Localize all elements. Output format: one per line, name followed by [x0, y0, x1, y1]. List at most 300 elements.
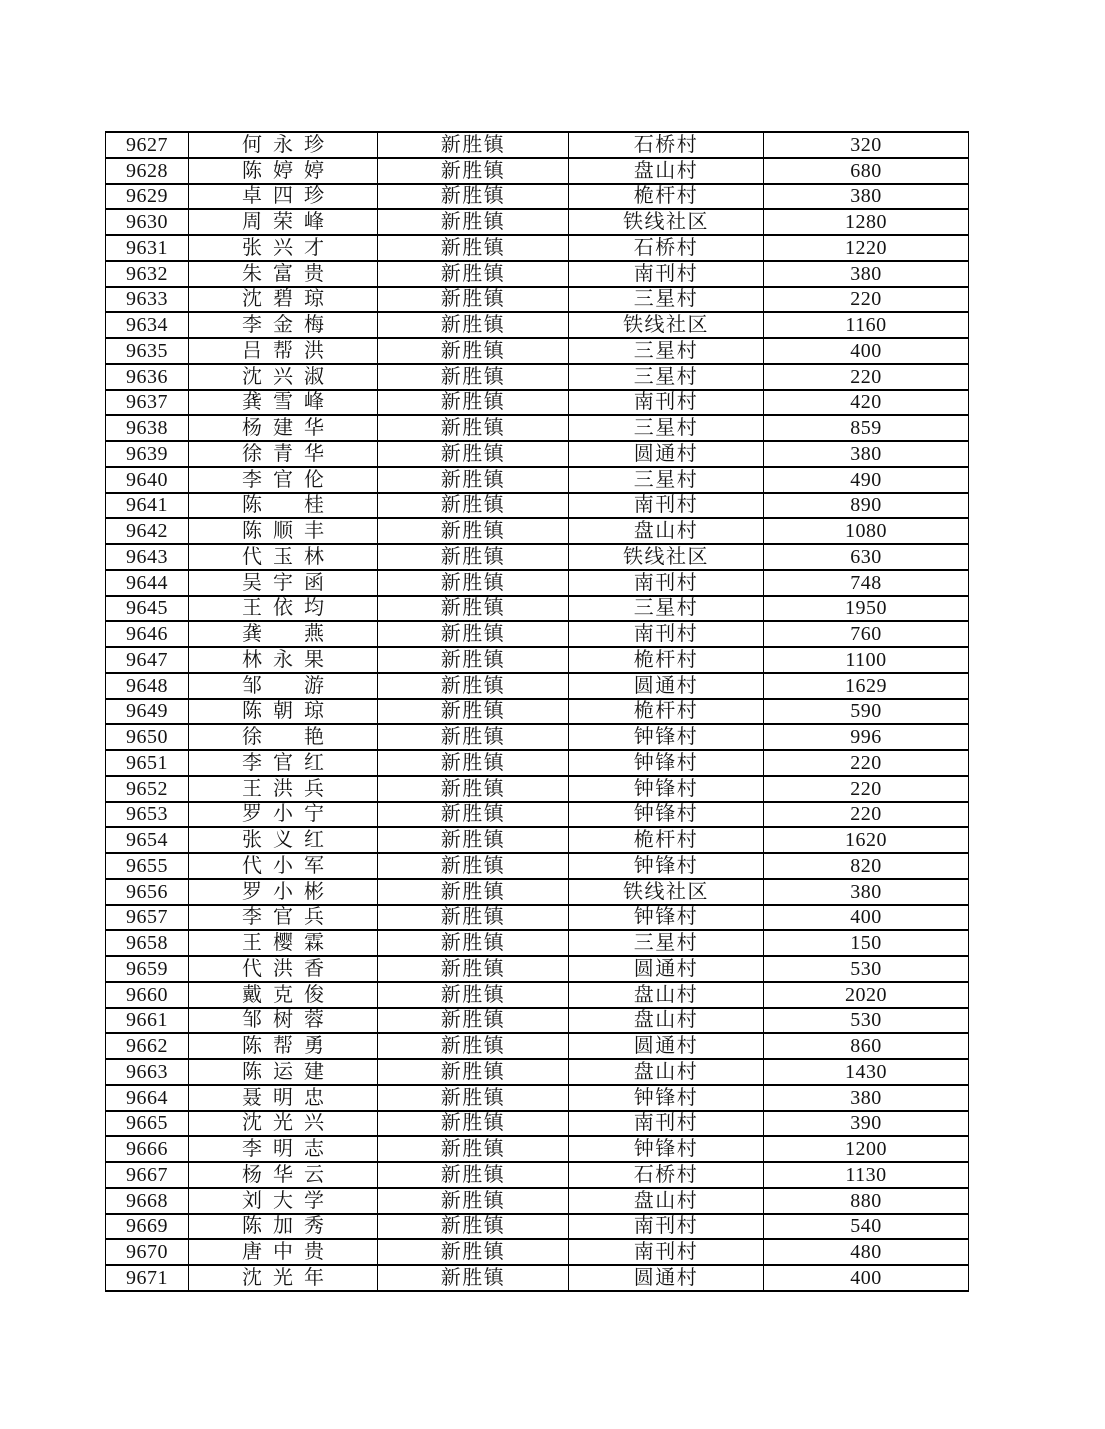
cell-amount: 1280	[764, 209, 969, 235]
cell-village: 钟锋村	[569, 905, 764, 931]
cell-amount: 1080	[764, 518, 969, 544]
cell-name	[189, 1085, 378, 1111]
person-name: 吴宇函	[242, 571, 324, 594]
table-row	[106, 132, 969, 158]
table-row	[106, 647, 969, 673]
cell-id: 9671	[106, 1265, 189, 1291]
cell-village: 圆通村	[569, 1033, 764, 1059]
cell-village: 钟锋村	[569, 1085, 764, 1111]
cell-amount: 400	[764, 905, 969, 931]
person-name: 邹树蓉	[242, 1009, 324, 1032]
cell-town: 新胜镇	[378, 570, 569, 596]
cell-id: 9637	[106, 390, 189, 416]
table-row	[106, 905, 969, 931]
cell-id: 9662	[106, 1033, 189, 1059]
cell-id: 9633	[106, 287, 189, 313]
person-name: 李明志	[242, 1138, 324, 1161]
cell-town: 新胜镇	[378, 879, 569, 905]
cell-village: 铁线社区	[569, 544, 764, 570]
cell-town: 新胜镇	[378, 596, 569, 622]
table-row	[106, 1162, 969, 1188]
person-name: 陈顺丰	[242, 520, 324, 543]
cell-amount: 530	[764, 1008, 969, 1034]
cell-village: 盘山村	[569, 1059, 764, 1085]
table-row	[106, 1111, 969, 1137]
cell-town: 新胜镇	[378, 184, 569, 210]
cell-town: 新胜镇	[378, 699, 569, 725]
person-name: 陈帮勇	[242, 1035, 324, 1058]
cell-id: 9644	[106, 570, 189, 596]
person-name: 邹游	[242, 674, 324, 697]
cell-town: 新胜镇	[378, 621, 569, 647]
table-row	[106, 158, 969, 184]
cell-name	[189, 930, 378, 956]
cell-village: 钟锋村	[569, 750, 764, 776]
person-name: 李金梅	[242, 314, 324, 337]
cell-amount: 1100	[764, 647, 969, 673]
cell-amount: 380	[764, 879, 969, 905]
cell-town: 新胜镇	[378, 1136, 569, 1162]
cell-amount: 380	[764, 261, 969, 287]
person-name: 张兴才	[242, 236, 324, 259]
cell-town: 新胜镇	[378, 1214, 569, 1240]
cell-name	[189, 853, 378, 879]
person-name: 李官兵	[242, 906, 324, 929]
person-name: 代洪香	[242, 957, 324, 980]
person-name: 王樱霖	[242, 932, 324, 955]
cell-name	[189, 544, 378, 570]
cell-id: 9645	[106, 596, 189, 622]
cell-id: 9640	[106, 467, 189, 493]
table-row	[106, 493, 969, 519]
table-row	[106, 415, 969, 441]
cell-name	[189, 415, 378, 441]
cell-name	[189, 750, 378, 776]
cell-village: 桅杆村	[569, 647, 764, 673]
table-row	[106, 1059, 969, 1085]
cell-town: 新胜镇	[378, 209, 569, 235]
cell-town: 新胜镇	[378, 287, 569, 313]
table-row	[106, 312, 969, 338]
cell-id: 9666	[106, 1136, 189, 1162]
cell-id: 9639	[106, 441, 189, 467]
cell-town: 新胜镇	[378, 518, 569, 544]
cell-amount: 1620	[764, 827, 969, 853]
cell-town: 新胜镇	[378, 905, 569, 931]
cell-amount: 760	[764, 621, 969, 647]
cell-village: 桅杆村	[569, 827, 764, 853]
cell-village: 南刊村	[569, 1111, 764, 1137]
person-name: 代小军	[242, 854, 324, 877]
cell-village: 石桥村	[569, 235, 764, 261]
cell-id: 9663	[106, 1059, 189, 1085]
cell-name	[189, 596, 378, 622]
table-row	[106, 956, 969, 982]
cell-town: 新胜镇	[378, 930, 569, 956]
cell-village: 铁线社区	[569, 209, 764, 235]
person-name: 唐中贵	[242, 1241, 324, 1264]
table-row	[106, 982, 969, 1008]
table-row	[106, 673, 969, 699]
person-name: 周荣峰	[242, 211, 324, 234]
cell-village: 盘山村	[569, 1008, 764, 1034]
cell-id: 9641	[106, 493, 189, 519]
table-row	[106, 184, 969, 210]
cell-town: 新胜镇	[378, 312, 569, 338]
cell-town: 新胜镇	[378, 647, 569, 673]
cell-id: 9634	[106, 312, 189, 338]
person-name: 何永珍	[242, 133, 324, 156]
cell-amount: 1220	[764, 235, 969, 261]
cell-name	[189, 956, 378, 982]
cell-village: 南刊村	[569, 621, 764, 647]
cell-amount: 820	[764, 853, 969, 879]
person-name: 李官红	[242, 751, 324, 774]
cell-amount: 220	[764, 750, 969, 776]
cell-name	[189, 879, 378, 905]
cell-village: 南刊村	[569, 1239, 764, 1265]
person-name: 刘大学	[242, 1189, 324, 1212]
table-row	[106, 261, 969, 287]
cell-town: 新胜镇	[378, 853, 569, 879]
cell-village: 钟锋村	[569, 853, 764, 879]
cell-village: 盘山村	[569, 158, 764, 184]
person-name: 王依均	[242, 597, 324, 620]
person-name: 龚雪峰	[242, 391, 324, 414]
cell-town: 新胜镇	[378, 1085, 569, 1111]
cell-town: 新胜镇	[378, 1033, 569, 1059]
table-row	[106, 1136, 969, 1162]
cell-name	[189, 724, 378, 750]
cell-amount: 1629	[764, 673, 969, 699]
cell-name	[189, 699, 378, 725]
cell-town: 新胜镇	[378, 441, 569, 467]
cell-id: 9669	[106, 1214, 189, 1240]
cell-id: 9632	[106, 261, 189, 287]
cell-id: 9653	[106, 802, 189, 828]
cell-id: 9636	[106, 364, 189, 390]
cell-name	[189, 1111, 378, 1137]
cell-amount: 890	[764, 493, 969, 519]
records-table	[105, 131, 969, 1292]
person-name: 沈兴淑	[242, 365, 324, 388]
cell-amount: 220	[764, 802, 969, 828]
table-row	[106, 750, 969, 776]
person-name: 罗小宁	[242, 803, 324, 826]
cell-amount: 880	[764, 1188, 969, 1214]
table-row	[106, 802, 969, 828]
cell-id: 9627	[106, 132, 189, 158]
cell-village: 石桥村	[569, 132, 764, 158]
cell-id: 9661	[106, 1008, 189, 1034]
cell-name	[189, 467, 378, 493]
cell-town: 新胜镇	[378, 235, 569, 261]
cell-town: 新胜镇	[378, 132, 569, 158]
person-name: 代玉林	[242, 545, 324, 568]
cell-id: 9650	[106, 724, 189, 750]
cell-name	[189, 1188, 378, 1214]
cell-id: 9647	[106, 647, 189, 673]
table-row	[106, 1033, 969, 1059]
table-row	[106, 338, 969, 364]
person-name: 罗小彬	[242, 880, 324, 903]
cell-name	[189, 776, 378, 802]
cell-name	[189, 827, 378, 853]
cell-id: 9665	[106, 1111, 189, 1137]
table-row	[106, 1265, 969, 1291]
cell-village: 桅杆村	[569, 184, 764, 210]
cell-id: 9658	[106, 930, 189, 956]
cell-amount: 490	[764, 467, 969, 493]
cell-name	[189, 802, 378, 828]
cell-village: 铁线社区	[569, 312, 764, 338]
person-name: 沈碧琼	[242, 288, 324, 311]
cell-amount: 540	[764, 1214, 969, 1240]
cell-amount: 1430	[764, 1059, 969, 1085]
cell-id: 9657	[106, 905, 189, 931]
cell-village: 钟锋村	[569, 1136, 764, 1162]
cell-amount: 320	[764, 132, 969, 158]
cell-name	[189, 647, 378, 673]
cell-name	[189, 209, 378, 235]
cell-amount: 220	[764, 776, 969, 802]
cell-id: 9651	[106, 750, 189, 776]
person-name: 陈加秀	[242, 1215, 324, 1238]
cell-amount: 530	[764, 956, 969, 982]
person-name: 沈光年	[242, 1267, 324, 1289]
cell-id: 9664	[106, 1085, 189, 1111]
cell-town: 新胜镇	[378, 802, 569, 828]
cell-name	[189, 1239, 378, 1265]
cell-town: 新胜镇	[378, 390, 569, 416]
person-name: 张义红	[242, 829, 324, 852]
person-name: 陈桂	[242, 494, 324, 517]
cell-village: 三星村	[569, 467, 764, 493]
cell-village: 铁线社区	[569, 879, 764, 905]
cell-amount: 220	[764, 287, 969, 313]
cell-id: 9667	[106, 1162, 189, 1188]
cell-village: 三星村	[569, 415, 764, 441]
cell-name	[189, 184, 378, 210]
cell-id: 9648	[106, 673, 189, 699]
cell-village: 三星村	[569, 930, 764, 956]
cell-village: 钟锋村	[569, 776, 764, 802]
cell-id: 9670	[106, 1239, 189, 1265]
table-row	[106, 930, 969, 956]
cell-name	[189, 518, 378, 544]
cell-name	[189, 261, 378, 287]
cell-town: 新胜镇	[378, 724, 569, 750]
cell-amount: 390	[764, 1111, 969, 1137]
person-name: 陈朝琼	[242, 700, 324, 723]
cell-village: 盘山村	[569, 1188, 764, 1214]
table-row	[106, 1188, 969, 1214]
cell-amount: 1160	[764, 312, 969, 338]
cell-amount: 400	[764, 1265, 969, 1291]
cell-amount: 1950	[764, 596, 969, 622]
person-name: 王洪兵	[242, 777, 324, 800]
table-row	[106, 467, 969, 493]
cell-name	[189, 1059, 378, 1085]
cell-town: 新胜镇	[378, 364, 569, 390]
person-name: 卓四珍	[242, 185, 324, 208]
cell-id: 9631	[106, 235, 189, 261]
table-row	[106, 1008, 969, 1034]
cell-village: 圆通村	[569, 673, 764, 699]
cell-village: 三星村	[569, 596, 764, 622]
cell-amount: 400	[764, 338, 969, 364]
cell-name	[189, 158, 378, 184]
table-row	[106, 621, 969, 647]
person-name: 朱富贵	[242, 262, 324, 285]
cell-village: 盘山村	[569, 518, 764, 544]
cell-name	[189, 1265, 378, 1291]
table-row	[106, 235, 969, 261]
cell-name	[189, 132, 378, 158]
cell-amount: 630	[764, 544, 969, 570]
cell-town: 新胜镇	[378, 1059, 569, 1085]
cell-amount: 380	[764, 441, 969, 467]
person-name: 徐青华	[242, 442, 324, 465]
cell-town: 新胜镇	[378, 1162, 569, 1188]
cell-village: 钟锋村	[569, 802, 764, 828]
table-row	[106, 1239, 969, 1265]
cell-town: 新胜镇	[378, 1111, 569, 1137]
cell-amount: 420	[764, 390, 969, 416]
cell-village: 盘山村	[569, 982, 764, 1008]
cell-town: 新胜镇	[378, 544, 569, 570]
cell-id: 9628	[106, 158, 189, 184]
cell-town: 新胜镇	[378, 415, 569, 441]
table-row	[106, 570, 969, 596]
cell-name	[189, 312, 378, 338]
cell-name	[189, 235, 378, 261]
cell-name	[189, 364, 378, 390]
cell-id: 9646	[106, 621, 189, 647]
cell-town: 新胜镇	[378, 493, 569, 519]
table-row	[106, 879, 969, 905]
table-row	[106, 1085, 969, 1111]
cell-town: 新胜镇	[378, 1265, 569, 1291]
cell-village: 圆通村	[569, 1265, 764, 1291]
person-name: 龚燕	[242, 623, 324, 646]
table-row	[106, 390, 969, 416]
cell-id: 9656	[106, 879, 189, 905]
cell-id: 9643	[106, 544, 189, 570]
cell-town: 新胜镇	[378, 1239, 569, 1265]
cell-id: 9649	[106, 699, 189, 725]
cell-amount: 748	[764, 570, 969, 596]
table-row	[106, 1214, 969, 1240]
cell-id: 9638	[106, 415, 189, 441]
cell-village: 三星村	[569, 338, 764, 364]
cell-town: 新胜镇	[378, 776, 569, 802]
cell-town: 新胜镇	[378, 956, 569, 982]
person-name: 杨建华	[242, 417, 324, 440]
cell-amount: 220	[764, 364, 969, 390]
cell-village: 南刊村	[569, 390, 764, 416]
table-row	[106, 544, 969, 570]
cell-name	[189, 1162, 378, 1188]
cell-village: 南刊村	[569, 570, 764, 596]
cell-town: 新胜镇	[378, 338, 569, 364]
person-name: 李官伦	[242, 468, 324, 491]
person-name: 吕帮洪	[242, 339, 324, 362]
table-row	[106, 364, 969, 390]
cell-amount: 380	[764, 184, 969, 210]
cell-town: 新胜镇	[378, 1008, 569, 1034]
cell-amount: 380	[764, 1085, 969, 1111]
table-row	[106, 724, 969, 750]
cell-amount: 2020	[764, 982, 969, 1008]
cell-town: 新胜镇	[378, 827, 569, 853]
cell-town: 新胜镇	[378, 750, 569, 776]
table-row	[106, 699, 969, 725]
table-row	[106, 776, 969, 802]
cell-name	[189, 1033, 378, 1059]
cell-id: 9635	[106, 338, 189, 364]
cell-town: 新胜镇	[378, 261, 569, 287]
cell-name	[189, 982, 378, 1008]
cell-name	[189, 338, 378, 364]
cell-town: 新胜镇	[378, 673, 569, 699]
cell-name	[189, 621, 378, 647]
cell-name	[189, 1136, 378, 1162]
cell-name	[189, 1214, 378, 1240]
cell-amount: 150	[764, 930, 969, 956]
cell-amount: 996	[764, 724, 969, 750]
cell-name	[189, 673, 378, 699]
cell-amount: 1130	[764, 1162, 969, 1188]
person-name: 徐艳	[242, 726, 324, 749]
cell-town: 新胜镇	[378, 982, 569, 1008]
cell-village: 三星村	[569, 364, 764, 390]
person-name: 戴克俊	[242, 983, 324, 1006]
cell-id: 9668	[106, 1188, 189, 1214]
cell-name	[189, 570, 378, 596]
table-row	[106, 518, 969, 544]
cell-village: 圆通村	[569, 956, 764, 982]
cell-amount: 860	[764, 1033, 969, 1059]
table-row	[106, 827, 969, 853]
cell-id: 9652	[106, 776, 189, 802]
cell-name	[189, 390, 378, 416]
cell-village: 南刊村	[569, 493, 764, 519]
table-row	[106, 287, 969, 313]
cell-amount: 480	[764, 1239, 969, 1265]
cell-name	[189, 287, 378, 313]
cell-name	[189, 493, 378, 519]
person-name: 杨华云	[242, 1163, 324, 1186]
cell-name	[189, 905, 378, 931]
table-row	[106, 853, 969, 879]
cell-village: 南刊村	[569, 1214, 764, 1240]
cell-village: 圆通村	[569, 441, 764, 467]
cell-village: 桅杆村	[569, 699, 764, 725]
cell-amount: 680	[764, 158, 969, 184]
cell-village: 钟锋村	[569, 724, 764, 750]
cell-village: 石桥村	[569, 1162, 764, 1188]
cell-village: 三星村	[569, 287, 764, 313]
cell-town: 新胜镇	[378, 158, 569, 184]
cell-town: 新胜镇	[378, 467, 569, 493]
person-name: 林永果	[242, 648, 324, 671]
person-name: 陈婷婷	[242, 159, 324, 182]
person-name: 聂明忠	[242, 1086, 324, 1109]
table-row	[106, 209, 969, 235]
table-row	[106, 596, 969, 622]
person-name: 陈运建	[242, 1060, 324, 1083]
